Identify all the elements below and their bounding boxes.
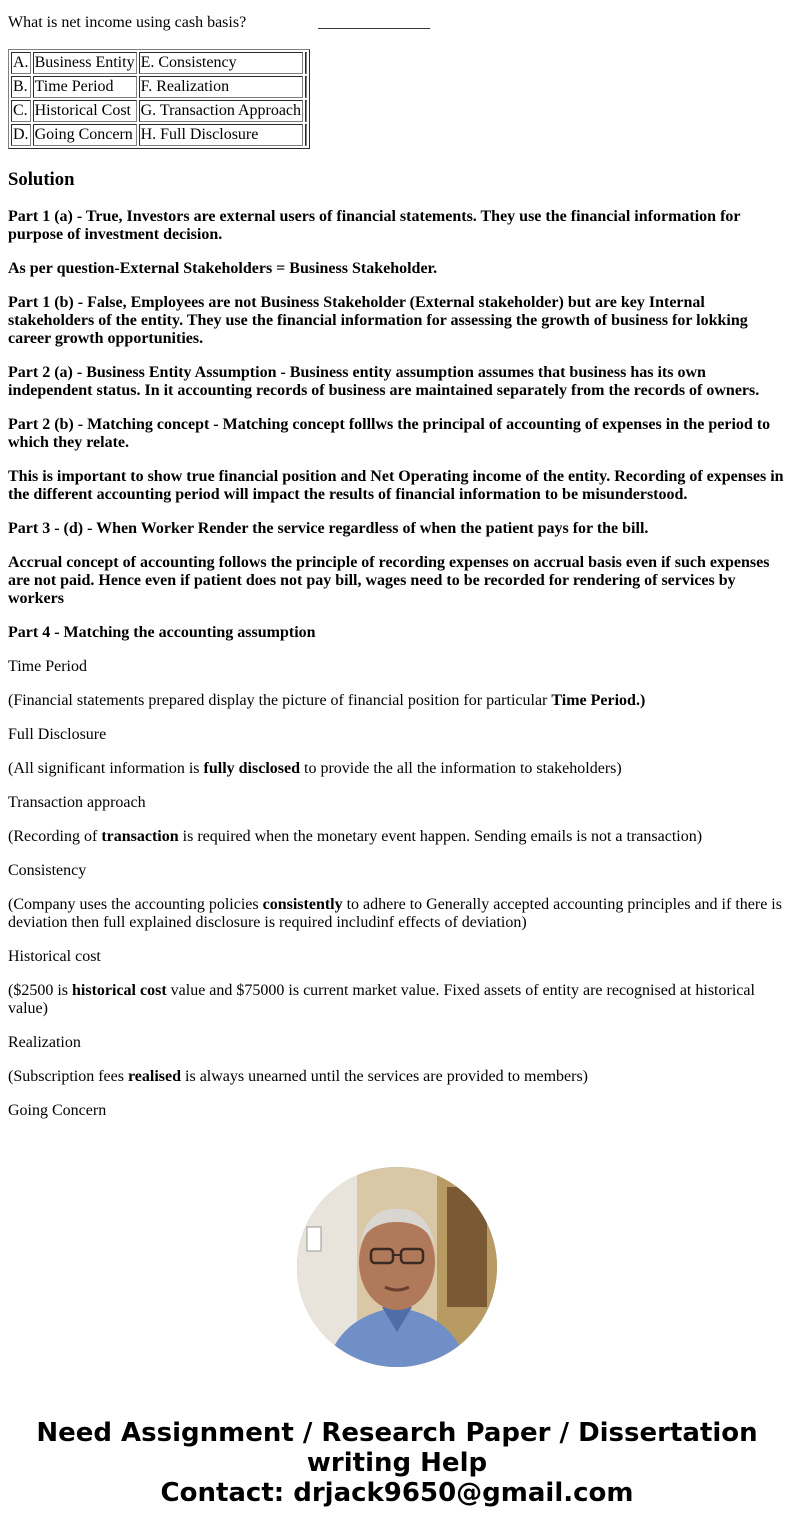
match-explanation	[8, 828, 786, 846]
option-row	[11, 124, 307, 146]
option-label: Going Concern	[33, 124, 137, 146]
match-title: Time Period	[8, 658, 87, 675]
option-empty-cell	[305, 52, 307, 74]
option-letter: G.	[140, 102, 157, 119]
match-explanation	[8, 760, 786, 778]
explanation-keyword: Time Period.)	[551, 692, 646, 709]
solution-paragraph: Part 3 - (d) - When Worker Render the service regardless of when the patient pays for the bill.	[8, 520, 649, 537]
match-title: Going Concern	[8, 1102, 107, 1119]
options-table	[8, 49, 310, 149]
match-explanation	[8, 896, 786, 932]
explanation-keyword: consistently	[262, 896, 343, 913]
explanation-keyword: historical cost	[72, 982, 167, 999]
explanation-text: to adhere to Generally accepted accounting principles and if there is deviation then full explained disclosure is required includinf effects of deviation)	[8, 896, 782, 931]
match-title: Historical cost	[8, 948, 101, 965]
promo-contact: Contact: drjack9650@gmail.com	[160, 1478, 634, 1508]
answer-blank: ______________	[318, 14, 431, 31]
solution-paragraph: Part 1 (a) - True, Investors are external users of financial statements. They use the financial information for purpose of investment decision.	[8, 208, 741, 243]
question-text: What is net income using cash basis?	[8, 14, 247, 31]
option-label: Realization	[156, 78, 230, 95]
explanation-text: to provide the all the information to stakeholders)	[300, 760, 622, 777]
solution-paragraph: Part 1 (b) - False, Employees are not Business Stakeholder (External stakeholder) but are key Internal stakeholders of the entity. They use the financial information for assessing the growth of business for lokking career growth opportunities.	[8, 294, 748, 347]
option-right	[139, 52, 303, 74]
match-title: Realization	[8, 1034, 81, 1051]
option-letter: E.	[140, 54, 155, 71]
solution-paragraphs	[8, 208, 786, 642]
solution-paragraph: Part 4 - Matching the accounting assumption	[8, 624, 316, 641]
option-row	[11, 76, 307, 98]
explanation-text: value and $75000 is current market value. Fixed assets of entity are recognised at historical value)	[8, 982, 755, 1017]
match-explanation	[8, 1068, 786, 1086]
option-letter: F.	[140, 78, 153, 95]
explanation-text: ($2500 is	[8, 982, 72, 999]
explanation-text: (All significant information is	[8, 760, 204, 777]
promo-line: Need Assignment / Research Paper / Dissertation	[36, 1418, 758, 1448]
explanation-text: (Recording of	[8, 828, 102, 845]
option-label: Consistency	[158, 54, 237, 71]
option-label: Transaction Approach	[159, 102, 302, 119]
option-label: Historical Cost	[33, 100, 137, 122]
option-row	[11, 52, 307, 74]
option-letter: A.	[11, 52, 31, 74]
solution-paragraph: Accrual concept of accounting follows the principle of recording expenses on accrual basis even if such expenses are not paid. Hence even if patient does not pay bill, wages need to be recorded for rendering of services by workers	[8, 554, 770, 607]
match-title: Transaction approach	[8, 794, 146, 811]
option-right	[139, 76, 303, 98]
promo-banner	[0, 1418, 794, 1508]
document-body	[0, 14, 794, 1120]
option-row	[11, 100, 307, 122]
explanation-keyword: realised	[127, 1068, 182, 1085]
option-label: Time Period	[33, 76, 137, 98]
solution-paragraph: This is important to show true financial position and Net Operating income of the entity. Recording of expenses in the different accounting period will impact the results of financial information to be misunderstood.	[8, 468, 784, 503]
explanation-keyword: transaction	[101, 828, 179, 845]
explanation-text: is required when the monetary event happen. Sending emails is not a transaction)	[178, 828, 703, 845]
option-letter: H.	[140, 126, 157, 143]
option-letter: B.	[11, 76, 31, 98]
explanation-text: (Company uses the accounting policies	[8, 896, 263, 913]
explanation-text: (Subscription fees	[8, 1068, 128, 1085]
option-right	[139, 124, 303, 146]
option-empty-cell	[305, 76, 307, 98]
matching-list	[8, 658, 786, 1086]
portrait-image	[297, 1167, 497, 1367]
match-title: Consistency	[8, 862, 87, 879]
solution-paragraph: As per question-External Stakeholders = Business Stakeholder.	[8, 260, 438, 277]
option-letter: C.	[11, 100, 31, 122]
option-label: Full Disclosure	[160, 126, 259, 143]
option-letter: D.	[11, 124, 31, 146]
explanation-text: is always unearned until the services are provided to members)	[181, 1068, 588, 1085]
promo-line: writing Help	[306, 1448, 488, 1478]
option-label: Business Entity	[33, 52, 137, 74]
match-title: Full Disclosure	[8, 726, 107, 743]
author-avatar	[297, 1167, 497, 1367]
explanation-text: (Financial statements prepared display the picture of financial position for particular	[8, 692, 552, 709]
solution-paragraph: Part 2 (a) - Business Entity Assumption - Business entity assumption assumes that business has its own independent status. In it accounting records of business are maintained separately from the records of owners.	[8, 364, 760, 399]
question	[8, 14, 786, 32]
solution-paragraph: Part 2 (b) - Matching concept - Matching concept folllws the principal of accounting of expenses in the period to which they relate.	[8, 416, 771, 451]
option-empty-cell	[305, 100, 307, 122]
option-right	[139, 100, 303, 122]
solution-heading: Solution	[8, 169, 75, 190]
match-explanation	[8, 692, 786, 710]
option-empty-cell	[305, 124, 307, 146]
match-explanation	[8, 982, 786, 1018]
explanation-keyword: fully disclosed	[203, 760, 300, 777]
